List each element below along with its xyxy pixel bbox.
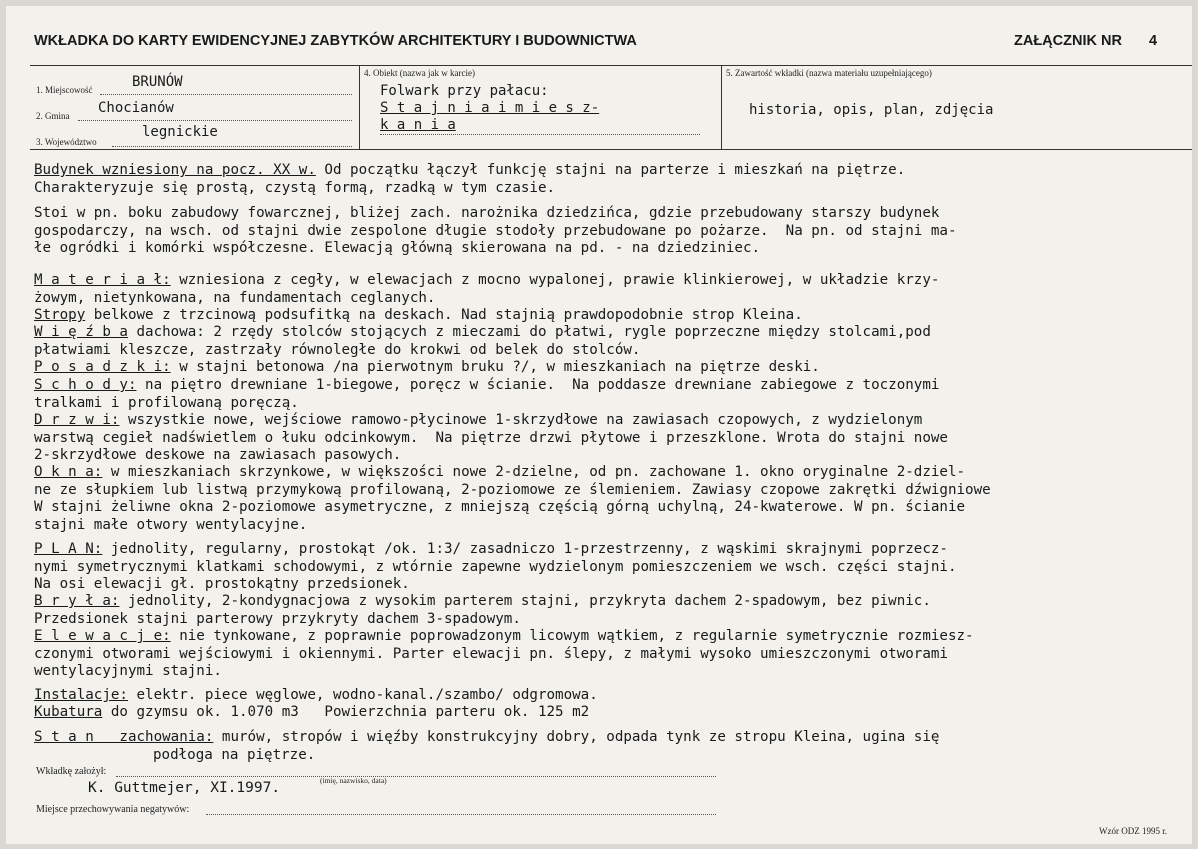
zalozyl-label: Wkładkę założył: [36, 766, 107, 777]
bryla-heading: B r y ł a: [34, 593, 120, 609]
posadzki-paragraph: P o s a d z k i: w stajni betonowa /na pierwotnym bruku ?/, w mieszkaniach na piętrze deski. [34, 359, 820, 375]
kubatura-heading: Kubatura [34, 704, 103, 720]
miejscowosc-value: BRUNÓW [132, 74, 183, 90]
schody-heading: S c h o d y: [34, 377, 137, 393]
instalacje-paragraph: Instalacje: elektr. piece węglowe, wodno-kanal./szambo/ odgromowa. [34, 687, 598, 703]
intro-paragraph: Budynek wzniesiony na pocz. XX w. Od początku łączył funkcję stajni na parterze i mieszkań na piętrze. Charakteryzuje się prostą, czystą formą, rzadką w tym czasie. [34, 162, 906, 196]
stan-heading: S t a n zachowania: [34, 729, 214, 745]
contents-value: historia, opis, plan, zdjęcia [749, 102, 994, 118]
name-hint: (imię, nazwisko, data) [320, 776, 387, 785]
stan-paragraph: S t a n zachowania: murów, stropów i więźby konstrukcyjny dobry, odpada tynk ze stropu Kleina, ugina się podłoga na piętrze. [34, 729, 940, 763]
location-paragraph: Stoi w pn. boku zabudowy fowarcznej, bliżej zach. narożnika dziedzińca, gdzie przebudowany starszy budynek gospodarczy, na wsch. od stajni dwie zespolone długie stodoły przebudowane po pożarze. Na pn. od stajni ma- łe ogródki i komórki współczesne. Elewacją główną skierowana na pd. - na dziedziniec. [34, 205, 957, 256]
stropy-heading: Stropy [34, 307, 86, 323]
contents-box [722, 65, 1192, 150]
object-label: 4. Obiekt (nazwa jak w karcie) [364, 68, 475, 78]
material-heading: M a t e r i a ł: [34, 272, 171, 288]
form-model: Wzór ODZ 1995 r. [1099, 826, 1167, 836]
author-signature: K. Guttmejer, XI.1997. [88, 780, 281, 796]
gmina-value: Chocianów [98, 100, 174, 116]
drzwi-heading: D r z w i: [34, 412, 120, 428]
posadzki-heading: P o s a d z k i: [34, 359, 171, 375]
object-box [360, 65, 722, 150]
wiezba-heading: W i ę ź b a [34, 324, 128, 340]
okna-heading: O k n a: [34, 464, 103, 480]
drzwi-paragraph: D r z w i: wszystkie nowe, wejściowe ramowo-płycinowe 1-skrzydłowe na zawiasach czopowych, z wydzielonym warstwą cegieł nadświetlem o łuku odcinkowym. Na piętrze drzwi płytowe i przeszklone. Wrota do stajni nowe 2-skrzydłowe deskowe na zawiasach pasowych. [34, 412, 948, 463]
header-boxes [30, 65, 1192, 150]
kubatura-paragraph: Kubatura do gzymsu ok. 1.070 m3 Powierzchnia parteru ok. 125 m2 [34, 704, 590, 720]
stropy-paragraph: Stropy belkowe z trzcinową podsufitką na deskach. Nad stajnią prawdopodobnie strop Kleina. [34, 307, 803, 323]
storage-label: Miejsce przechowywania negatywów: [36, 804, 190, 815]
okna-paragraph: O k n a: w mieszkaniach skrzynkowe, w większości nowe 2-dzielne, od pn. zachowane 1. okno oryginalne 2-dziel- ne ze słupkiem lub listwą przymykową profilowaną, 2-poziomowe ze ślemieniem. Zawiasy czopowe zakrętki dźwigniowe W stajni żeliwne okna 2-poziomowe asymetryczne, z mniejszą częścią górną uchylną, 24-kwaterowe. W pn. ścianie stajni małe otwory wentylacyjne. [34, 464, 991, 533]
location-box [30, 65, 360, 150]
wojewodztwo-label: 3. Województwo [36, 137, 97, 147]
instalacje-heading: Instalacje: [34, 687, 128, 703]
material-paragraph: M a t e r i a ł: wzniesiona z cegły, w elewacjach z mocno wypalonej, prawie klinkierowej, w układzie krzy- żowym, nietynkowana, na fundamentach ceglanych. [34, 272, 940, 306]
elewacje-heading: E l e w a c j e: [34, 628, 171, 644]
miejscowosc-label: 1. Miejscowość [36, 85, 93, 95]
contents-label: 5. Zawartość wkładki (nazwa materiału uzupełniającego) [726, 68, 932, 78]
wojewodztwo-value: legnickie [142, 124, 218, 140]
bryla-paragraph: B r y ł a: jednolity, 2-kondygnacjowa z wysokim parterem stajni, przykryta dachem 2-spadowym, bez piwnic. Przedsionek stajni parterowy przykryty dachem 3-spadowym. [34, 593, 931, 627]
object-line-2: S t a j n i a i m i e s z- [380, 100, 600, 116]
annex-number: 4 [1149, 33, 1158, 49]
form-title: WKŁADKA DO KARTY EWIDENCYJNEJ ZABYTKÓW ARCHITEKTURY I BUDOWNICTWA [34, 33, 637, 49]
wiezba-paragraph: W i ę ź b a dachowa: 2 rzędy stolców stojących z mieczami do płatwi, rygle poprzeczne między stolcami,pod płatwiami kleszcze, zastrzały równoległe do krokwi od belek do stolców. [34, 324, 931, 358]
intro-heading: Budynek wzniesiony na pocz. XX w. [34, 162, 316, 178]
object-line-1: Folwark przy pałacu: [380, 83, 549, 99]
schody-paragraph: S c h o d y: na piętro drewniane 1-biegowe, poręcz w ścianie. Na poddasze drewniane zabiegowe z toczonymi tralkami i profilowaną poręczą. [34, 377, 940, 411]
object-line-3: k a n i a [380, 117, 456, 133]
annex-label: ZAŁĄCZNIK NR [1014, 33, 1122, 49]
plan-heading: P L A N: [34, 541, 103, 557]
gmina-label: 2. Gmina [36, 111, 70, 121]
elewacje-paragraph: E l e w a c j e: nie tynkowane, z poprawnie poprowadzonym licowym wątkiem, z regularnie symetrycznie rozmiesz- czonymi otworami wejściowymi i okiennymi. Parter elewacji pn. ślepy, z małymi wysoko umieszczonymi otworami wentylacyjnymi stajni. [34, 628, 974, 679]
plan-paragraph: P L A N: jednolity, regularny, prostokąt /ok. 1:3/ zasadniczo 1-przestrzenny, z wąskimi skrajnymi poprzecz- nymi symetrycznymi klatkami schodowymi, z wtórnie zapewne wydzielonym pomieszczeniem we wsch. części stajni. Na osi elewacji gł. prostokątny przedsionek. [34, 541, 957, 592]
